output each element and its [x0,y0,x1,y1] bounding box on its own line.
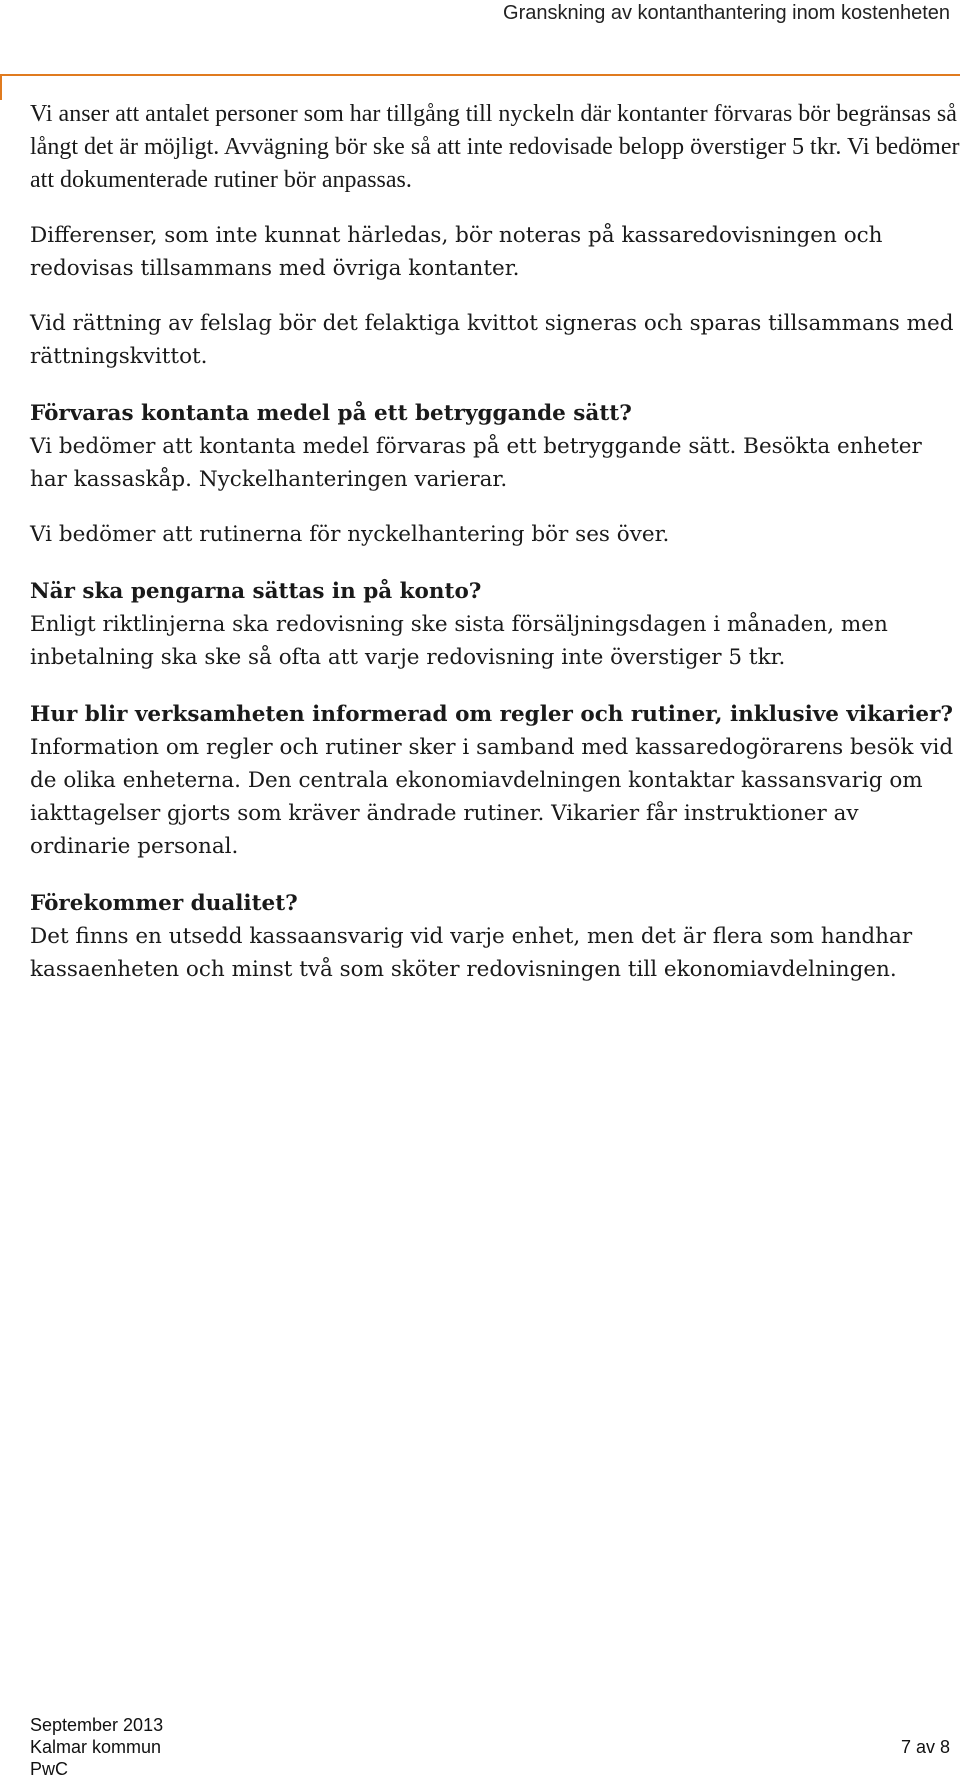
paragraph-key-access: Vi anser att antalet personer som har tillgång till nyckeln där kontanter förvaras bör begränsas så långt det är möjligt. Avvägning bör ske så att inte redovisade belopp överstiger 5 tkr. Vi bedömer att dokumenterade rutiner bör anpassas. [30,101,960,193]
paragraph-deposit: Enligt riktlinjerna ska redovisning ske sista försäljningsdagen i månaden, men inbetalning ska ske så ofta att varje redovisning inte överstiger 5 tkr. [30,612,888,670]
paragraph-differences: Differenser, som inte kunnat härledas, bör noteras på kassaredovisningen och redovisas tillsammans med övriga kontanter. [30,223,883,281]
footer-row [30,1736,950,1758]
footer-date: September 2013 [30,1715,164,1735]
document-body [30,98,960,986]
heading-information: Hur blir verksamheten informerad om regler och rutiner, inklusive vikarier? [30,702,954,727]
heading-duality: Förekommer dualitet? [30,891,298,916]
paragraph-key-routines: Vi bedömer att rutinerna för nyckelhantering bör ses över. [30,522,670,547]
paragraph-storage: Vi bedömer att kontanta medel förvaras på ett betryggande sätt. Besökta enheter har kassaskåp. Nyckelhanteringen varierar. [30,434,922,492]
paragraph-duality: Det finns en utsedd kassaansvarig vid varje enhet, men det är flera som handhar kassaenheten och minst två som sköter redovisningen till ekonomiavdelningen. [30,924,913,982]
header-rule-tick [0,74,2,100]
footer-organization: Kalmar kommun [30,1737,162,1757]
heading-deposit: När ska pengarna sättas in på konto? [30,579,482,604]
page-footer [30,1714,950,1780]
page-header-title: Granskning av kontanthantering inom kostenheten [503,2,950,24]
paragraph-information: Information om regler och rutiner sker i samband med kassaredogörarens besök vid de olika enheterna. Den centrala ekonomiavdelningen kontaktar kassansvarig om iakttagelser gjorts som kräver ändrade rutiner. Vikarier får instruktioner av ordinarie personal. [30,735,954,859]
heading-storage: Förvaras kontanta medel på ett betryggande sätt? [30,401,632,426]
header-rule [0,74,960,76]
footer-firm: PwC [30,1759,69,1779]
footer-page-number: 7 av 8 [900,1737,950,1757]
paragraph-corrections: Vid rättning av felslag bör det felaktiga kvittot signeras och sparas tillsammans med rättningskvittot. [30,311,954,369]
